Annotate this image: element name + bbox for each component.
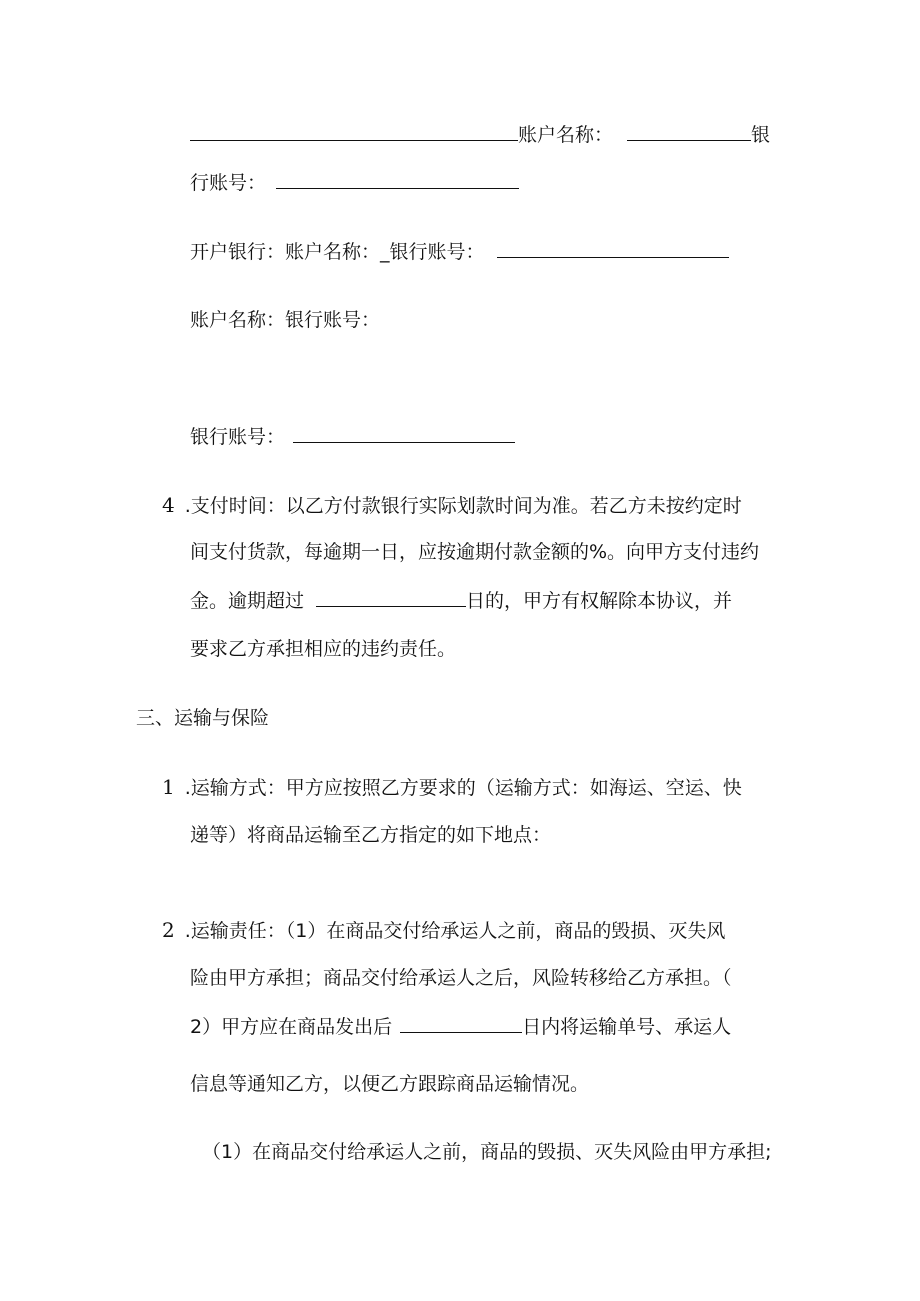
section-title: 三、运输与保险: [136, 707, 270, 729]
clause-1-line-2: [190, 823, 551, 847]
clause-2-line-2: [190, 966, 732, 990]
bank-account-label: _银行账号：: [380, 241, 485, 263]
sub-clause: [202, 1140, 772, 1164]
account-line-text: 账户名称：银行账号：: [190, 309, 381, 331]
clause-text: 信息等通知乙方，以便乙方跟踪商品运输情况。: [190, 1073, 590, 1095]
account-line-3: [190, 239, 729, 264]
blank-field: [400, 1014, 522, 1033]
clause-text: .运输方式：甲方应按照乙方要求的（运输方式：如海运、空运、快: [184, 777, 742, 799]
clause-4-line-2: [190, 540, 759, 564]
blank-field: [293, 424, 515, 443]
open-bank-label: 开户银行：账户名称：: [190, 241, 381, 263]
clause-number: 1: [162, 775, 175, 799]
clause-text: 日的，甲方有权解除本协议，并: [466, 590, 733, 612]
text-fragment: 银: [751, 124, 771, 146]
account-name-label: 账户名称：: [518, 124, 614, 146]
clause-text: 金。逾期超过: [190, 590, 305, 612]
clause-number: 2: [162, 918, 175, 942]
blank-field: [276, 170, 519, 189]
bank-account-label: 行账号：: [190, 172, 267, 194]
clause-1-line-1: [162, 775, 742, 800]
clause-text: 递等）将商品运输至乙方指定的如下地点：: [190, 824, 552, 846]
account-line-4: [190, 308, 380, 332]
blank-field: [190, 122, 518, 141]
blank-field: [627, 122, 751, 141]
clause-text: 险由甲方承担；商品交付给承运人之后，风险转移给乙方承担。（: [190, 967, 732, 989]
account-line-1: [190, 122, 770, 147]
clause-text: .支付时间：以乙方付款银行实际划款时间为准。若乙方未按约定时: [184, 495, 742, 517]
clause-text: .运输责任：（1）在商品交付给承运人之前，商品的毁损、灭失风: [184, 920, 726, 942]
clause-4-line-4: [190, 637, 456, 661]
clause-text: 间支付货款，每逾期一日，应按逾期付款金额的%。向甲方支付违约: [190, 541, 760, 563]
clause-2-line-3: [190, 1014, 731, 1039]
clause-number: 4: [162, 493, 175, 517]
clause-text: 要求乙方承担相应的违约责任。: [190, 638, 457, 660]
blank-field: [497, 239, 729, 258]
clause-text: 2）甲方应在商品发出后: [190, 1016, 393, 1038]
section-heading: [136, 706, 269, 730]
clause-text: 日内将运输单号、承运人: [522, 1016, 732, 1038]
clause-2-line-4: [190, 1072, 589, 1096]
account-line-5: [190, 424, 515, 449]
clause-2-line-1: [162, 918, 725, 943]
clause-4-line-3: [190, 588, 732, 613]
clause-text: （1）在商品交付给承运人之前，商品的毁损、灭失风险由甲方承担;: [202, 1141, 772, 1163]
account-line-2: [190, 170, 519, 195]
blank-field: [316, 588, 466, 607]
clause-4-line-1: [162, 493, 742, 518]
bank-account-label: 银行账号：: [190, 426, 286, 448]
